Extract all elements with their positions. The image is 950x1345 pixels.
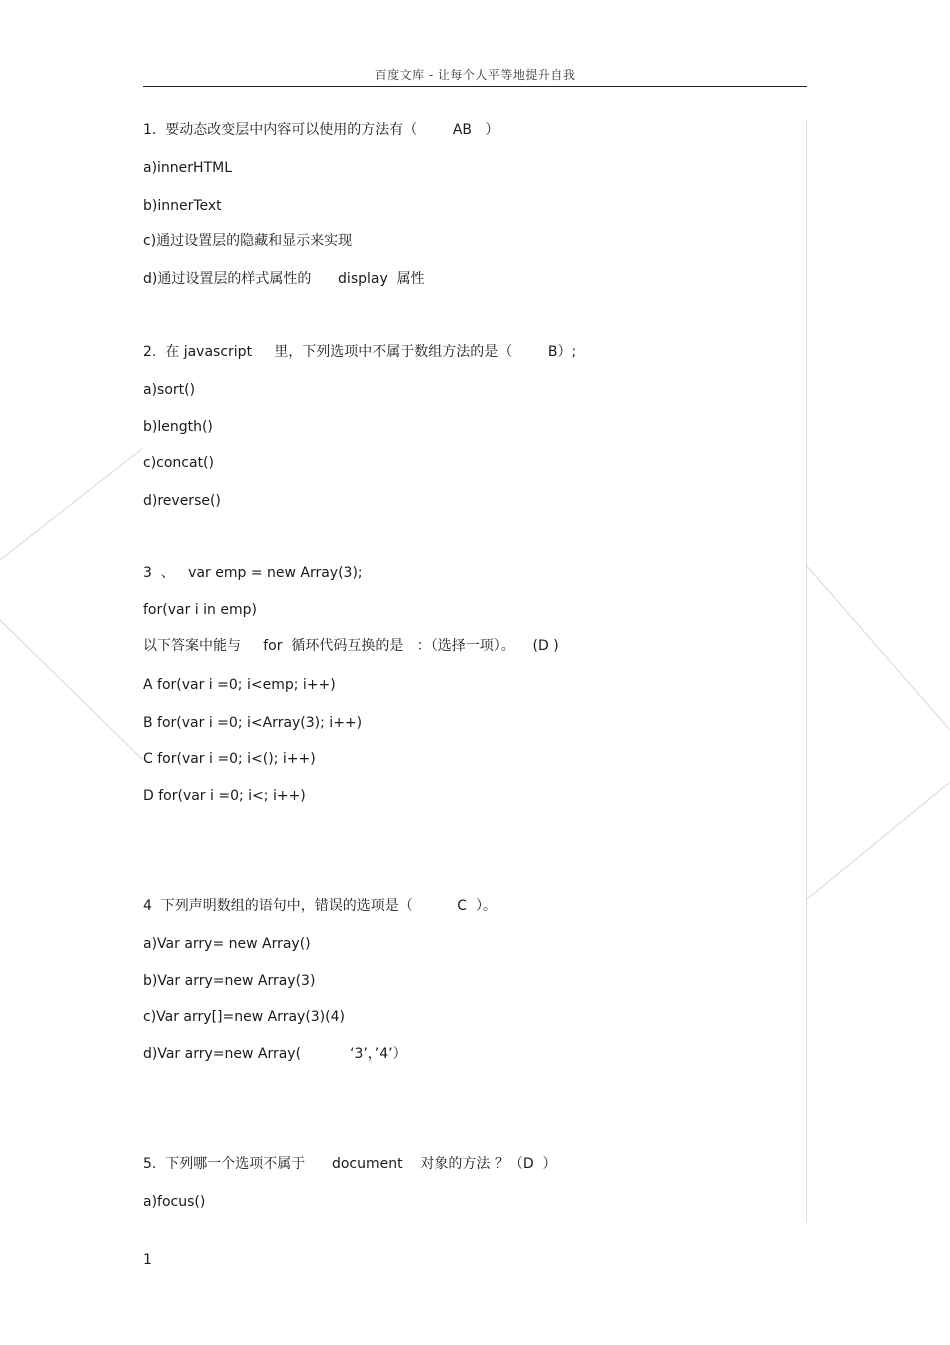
question-3-code: for(var i in emp): [143, 602, 257, 618]
page-header-title: 百度文库 - 让每个人平等地提升自我: [374, 68, 576, 82]
question-1-option-d: d)通过设置层的样式属性的 display 属性: [143, 271, 425, 287]
question-4-option-b: b)Var arry=new Array(3): [143, 973, 316, 989]
question-4-stem: 4 下列声明数组的语句中，错误的选项是（ C ）。: [143, 898, 497, 914]
question-2-option-b: b)length(): [143, 419, 213, 435]
question-1-option-c: c)通过设置层的隐藏和显示来实现: [143, 233, 353, 249]
header-divider: [143, 86, 807, 87]
page-number: 1: [143, 1252, 152, 1268]
question-2-option-c: c)concat(): [143, 455, 214, 471]
question-1-option-b: b)innerText: [143, 198, 222, 214]
question-4-option-c: c)Var arry[]=new Array(3)(4): [143, 1009, 345, 1025]
question-3-prompt: 以下答案中能与 for 循环代码互换的是 ：（选择一项）。 (D ): [143, 638, 559, 654]
question-5-stem: 5. 下列哪一个选项不属于 document 对象的方法 ？（D ）: [143, 1156, 557, 1172]
question-1-option-a: a)innerHTML: [143, 160, 233, 176]
question-3-option-a: A for(var i =0; i<emp; i++): [143, 677, 336, 693]
question-2-option-a: a)sort(): [143, 382, 196, 398]
question-5-option-a: a)focus(): [143, 1194, 206, 1210]
right-margin-rule: [806, 120, 807, 1222]
question-2-option-d: d)reverse(): [143, 493, 221, 509]
question-3-option-d: D for(var i =0; i<; i++): [143, 788, 306, 804]
question-3-stem: 3 、 var emp = new Array(3);: [143, 565, 363, 581]
question-4-option-d: d)Var arry=new Array( ‘3’，’4’）: [143, 1046, 407, 1062]
question-1-stem: 1. 要动态改变层中内容可以使用的方法有（ AB ）: [143, 122, 500, 138]
question-4-option-a: a)Var arry= new Array(): [143, 936, 311, 952]
question-3-option-b: B for(var i =0; i<Array(3); i++): [143, 715, 363, 731]
question-3-option-c: C for(var i =0; i<(); i++): [143, 751, 316, 767]
question-2-stem: 2. 在 javascript 里，下列选项中不属于数组方法的是（ B）;: [143, 344, 577, 360]
